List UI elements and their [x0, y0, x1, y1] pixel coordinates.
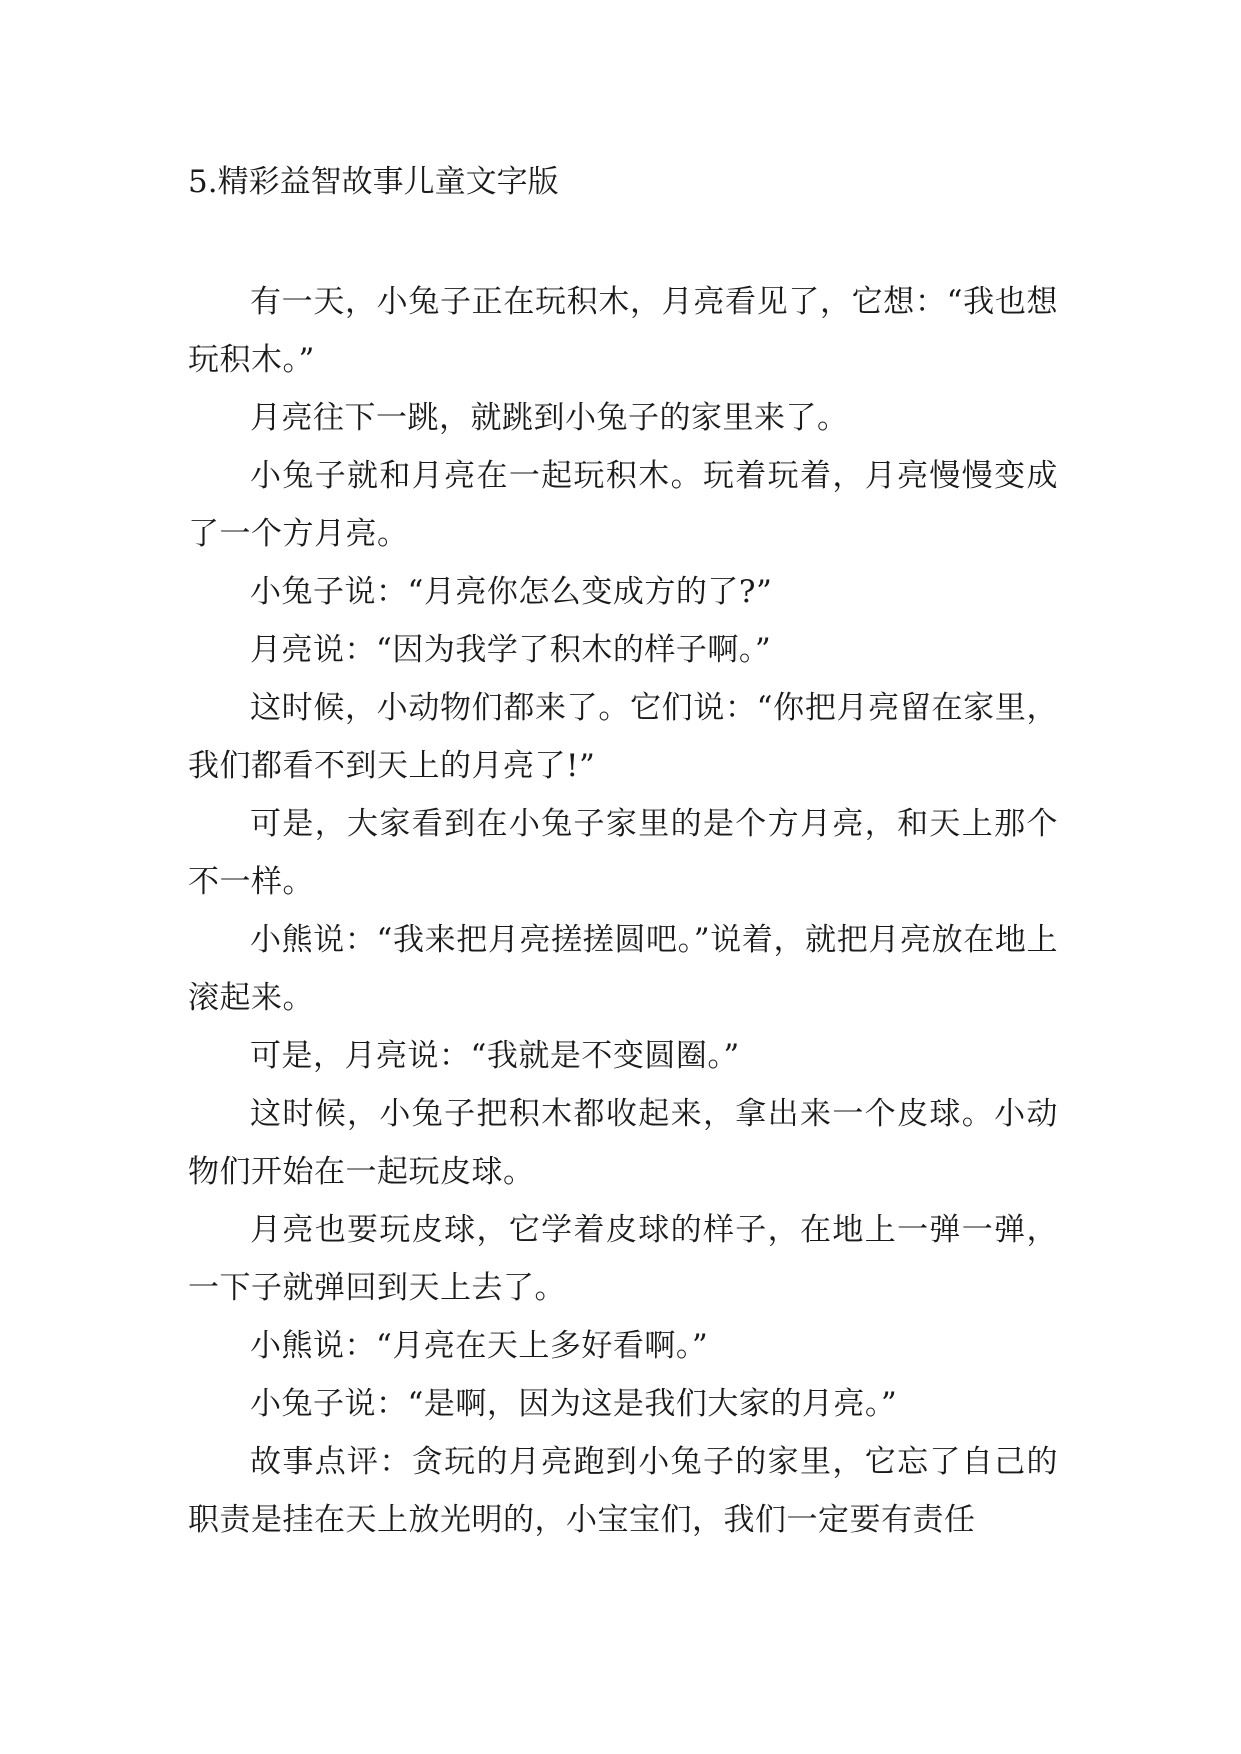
paragraph: 小熊说：“我来把月亮搓搓圆吧。”说着，就把月亮放在地上滚起来。: [188, 922, 1058, 1016]
paragraph: 月亮也要玩皮球，它学着皮球的样子，在地上一弹一弹，一下子就弹回到天上去了。: [188, 1212, 1058, 1306]
paragraph: 有一天，小兔子正在玩积木，月亮看见了，它想：“我也想玩积木。”: [188, 284, 1058, 378]
paragraph: 这时候，小兔子把积木都收起来，拿出来一个皮球。小动物们开始在一起玩皮球。: [188, 1096, 1058, 1190]
paragraph: 可是，大家看到在小兔子家里的是个方月亮，和天上那个不一样。: [188, 806, 1058, 900]
document-body: [188, 273, 1058, 1549]
paragraph: 可是，月亮说：“我就是不变圆圈。”: [250, 1038, 740, 1074]
paragraph: 小兔子说：“月亮你怎么变成方的了?”: [250, 574, 773, 610]
paragraph: 小熊说：“月亮在天上多好看啊。”: [250, 1328, 709, 1364]
paragraph: 月亮往下一跳，就跳到小兔子的家里来了。: [250, 400, 849, 436]
paragraph: 月亮说：“因为我学了积木的样子啊。”: [250, 632, 772, 668]
paragraph: 这时候，小动物们都来了。它们说：“你把月亮留在家里，我们都看不到天上的月亮了!”: [188, 690, 1058, 784]
paragraph: 小兔子就和月亮在一起玩积木。玩着玩着，月亮慢慢变成了一个方月亮。: [188, 458, 1058, 552]
paragraph: 故事点评：贪玩的月亮跑到小兔子的家里，它忘了自己的职责是挂在天上放光明的，小宝宝们，我们一定要有责任: [188, 1444, 1058, 1538]
paragraph: 小兔子说：“是啊，因为这是我们大家的月亮。”: [250, 1386, 898, 1422]
document-title: 5.精彩益智故事儿童文字版: [188, 164, 559, 200]
